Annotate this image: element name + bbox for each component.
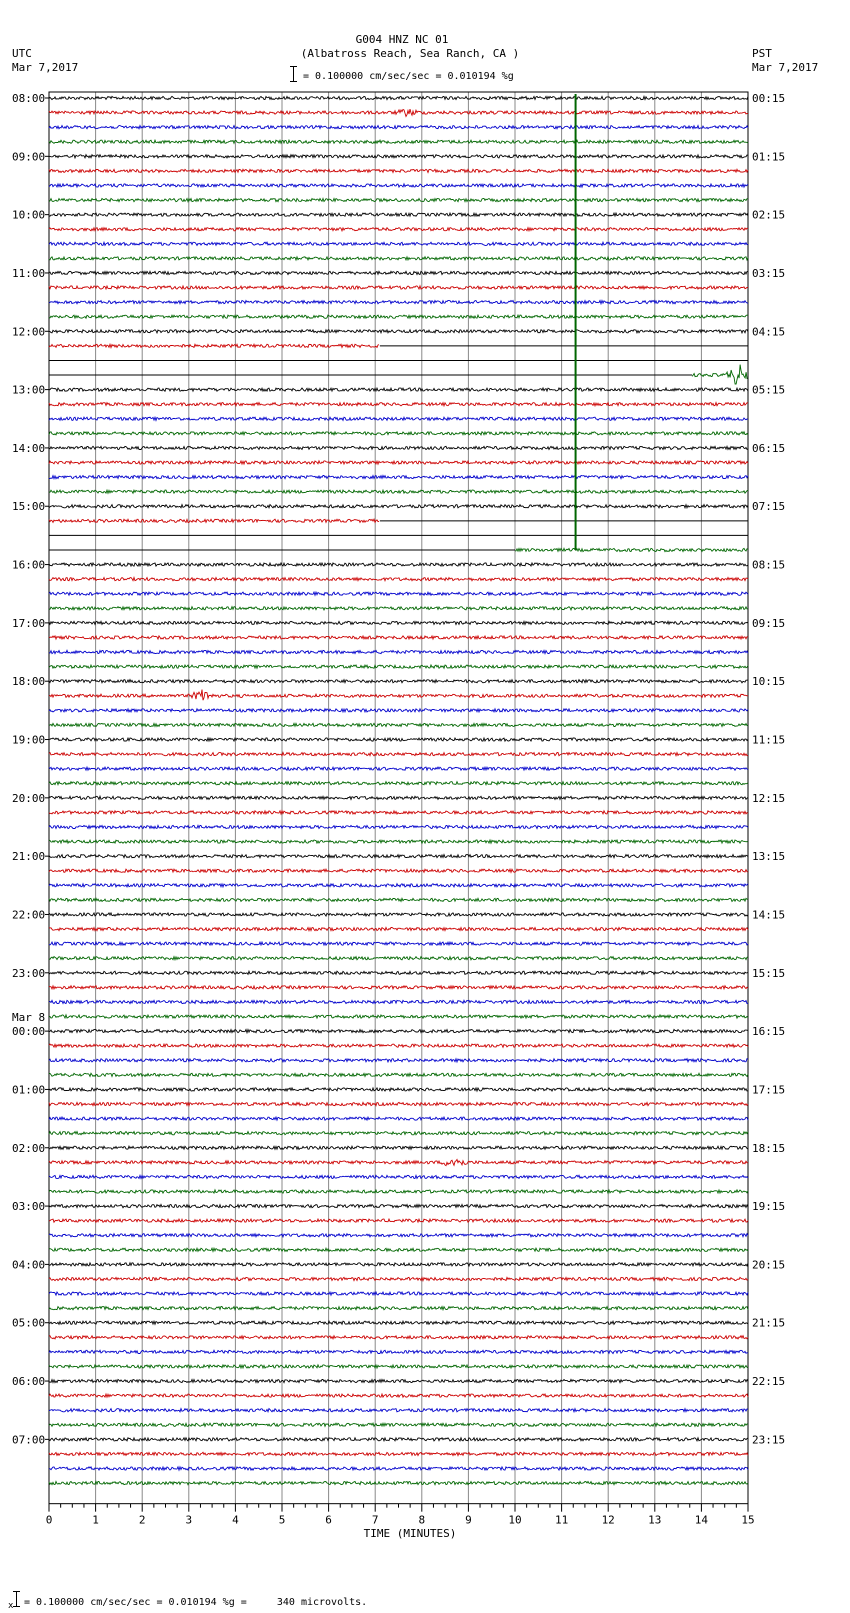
trace-line bbox=[49, 184, 748, 187]
trace-line bbox=[49, 286, 748, 289]
trace-line bbox=[49, 636, 748, 639]
trace-line bbox=[49, 476, 748, 479]
trace-line bbox=[49, 738, 748, 741]
trace-line bbox=[49, 199, 748, 202]
footer-scale-text: = 0.100000 cm/sec/sec = 0.010194 %g = 340 microvolts. bbox=[24, 1597, 368, 1608]
trace-line bbox=[49, 796, 748, 799]
trace-line bbox=[49, 607, 748, 610]
right-hour-label: 20:15 bbox=[752, 1258, 786, 1272]
trace-line bbox=[49, 461, 748, 464]
right-hour-label: 01:15 bbox=[752, 150, 786, 164]
trace-line bbox=[49, 957, 748, 960]
trace-line bbox=[49, 563, 748, 566]
trace-line bbox=[49, 1190, 748, 1193]
trace-line bbox=[49, 257, 748, 260]
right-hour-label: 02:15 bbox=[752, 208, 786, 222]
trace-line bbox=[49, 1248, 748, 1251]
right-hour-label: 07:15 bbox=[752, 500, 786, 514]
trace-line bbox=[49, 1102, 748, 1105]
right-hour-label: 18:15 bbox=[752, 1141, 786, 1155]
x-tick-label: 14 bbox=[694, 1513, 709, 1527]
left-hour-label: 04:00 bbox=[12, 1258, 46, 1272]
trace-line bbox=[49, 228, 748, 231]
left-hour-label: 06:00 bbox=[12, 1375, 46, 1389]
left-hour-label: 20:00 bbox=[12, 791, 46, 805]
trace-line bbox=[49, 140, 748, 143]
left-hour-label: 02:00 bbox=[12, 1141, 46, 1155]
trace-line bbox=[49, 650, 748, 653]
trace-line bbox=[49, 1482, 748, 1485]
right-hour-label: 17:15 bbox=[752, 1083, 786, 1097]
trace-line bbox=[49, 1452, 748, 1455]
right-hour-label: 19:15 bbox=[752, 1200, 786, 1214]
left-hour-label: 13:00 bbox=[12, 383, 46, 397]
trace-line bbox=[49, 1467, 748, 1470]
trace-line bbox=[49, 96, 748, 99]
trace-line bbox=[692, 365, 747, 384]
left-hour-label: 14:00 bbox=[12, 441, 46, 455]
right-hour-label: 10:15 bbox=[752, 675, 786, 689]
station-name: (Albatross Reach, Sea Ranch, CA ) bbox=[300, 47, 520, 60]
left-hour-label: 22:00 bbox=[12, 908, 46, 922]
right-hour-label: 06:15 bbox=[752, 441, 786, 455]
x-tick-label: 8 bbox=[418, 1513, 426, 1527]
footer-scale-icon: x bbox=[8, 1591, 20, 1607]
trace-line bbox=[49, 782, 748, 785]
left-hour-label: 11:00 bbox=[12, 266, 46, 280]
trace-line bbox=[49, 811, 748, 814]
trace-line bbox=[49, 417, 748, 420]
right-hour-label: 14:15 bbox=[752, 908, 786, 922]
x-tick-label: 1 bbox=[92, 1513, 99, 1527]
trace-line bbox=[49, 1350, 748, 1353]
trace-line bbox=[49, 432, 748, 435]
trace-line bbox=[49, 1336, 748, 1339]
trace-line bbox=[49, 126, 748, 129]
trace-line bbox=[49, 825, 748, 828]
trace-line bbox=[49, 271, 748, 274]
trace-line bbox=[49, 1205, 748, 1208]
trace-line bbox=[49, 1219, 748, 1222]
left-hour-label: 01:00 bbox=[12, 1083, 46, 1097]
right-hour-label: 03:15 bbox=[752, 266, 786, 280]
trace-line bbox=[49, 1365, 748, 1368]
right-hour-label: 00:15 bbox=[752, 92, 786, 105]
right-date: Mar 7,2017 bbox=[752, 61, 819, 74]
right-hour-label: 04:15 bbox=[752, 325, 786, 339]
x-tick-label: 7 bbox=[371, 1513, 379, 1527]
trace-line bbox=[49, 1234, 748, 1237]
trace-line bbox=[49, 519, 379, 522]
right-hour-label: 12:15 bbox=[752, 791, 786, 805]
trace-line bbox=[49, 869, 748, 872]
trace-line bbox=[49, 1015, 748, 1018]
left-hour-label: 21:00 bbox=[12, 850, 46, 864]
right-hour-label: 21:15 bbox=[752, 1316, 786, 1330]
right-hour-label: 11:15 bbox=[752, 733, 786, 747]
trace-line bbox=[49, 1132, 748, 1135]
right-hour-label: 09:15 bbox=[752, 616, 786, 630]
trace-line bbox=[49, 1160, 748, 1166]
right-hour-label: 05:15 bbox=[752, 383, 786, 397]
left-date: Mar 7,2017 bbox=[12, 61, 79, 74]
trace-line bbox=[49, 971, 748, 974]
trace-line bbox=[49, 1292, 748, 1295]
trace-line bbox=[49, 155, 748, 158]
trace-line bbox=[49, 723, 748, 726]
left-hour-label: 19:00 bbox=[12, 733, 46, 747]
trace-line bbox=[49, 1044, 748, 1047]
left-hour-label: 17:00 bbox=[12, 616, 46, 630]
trace-line bbox=[49, 1000, 748, 1003]
trace-line bbox=[49, 928, 748, 931]
left-hour-label: 16:00 bbox=[12, 558, 46, 572]
x-tick-label: 13 bbox=[648, 1513, 662, 1527]
left-hour-label: 23:00 bbox=[12, 966, 46, 980]
trace-line bbox=[49, 242, 748, 245]
trace-line bbox=[49, 578, 748, 581]
right-hour-label: 15:15 bbox=[752, 966, 786, 980]
chart-title: G004 HNZ NC 01 bbox=[355, 33, 449, 46]
left-hour-label: 10:00 bbox=[12, 208, 46, 222]
left-hour-label: 12:00 bbox=[12, 325, 46, 339]
trace-line bbox=[49, 665, 748, 668]
left-timezone: UTC bbox=[12, 47, 32, 60]
trace-line bbox=[49, 942, 748, 945]
trace-line bbox=[49, 680, 748, 683]
left-hour-label: 18:00 bbox=[12, 675, 46, 689]
x-tick-label: 10 bbox=[508, 1513, 522, 1527]
trace-line bbox=[49, 1277, 748, 1280]
trace-group bbox=[49, 94, 748, 1485]
trace-line bbox=[49, 330, 748, 333]
x-tick-label: 5 bbox=[278, 1513, 286, 1527]
x-tick-label: 2 bbox=[138, 1513, 146, 1527]
trace-line bbox=[49, 403, 748, 406]
trace-line bbox=[49, 753, 748, 756]
left-hour-label: 15:00 bbox=[12, 500, 46, 514]
trace-line bbox=[49, 1117, 748, 1120]
right-hour-label: 23:15 bbox=[752, 1433, 786, 1447]
trace-line bbox=[49, 1321, 748, 1324]
trace-line bbox=[49, 592, 748, 595]
trace-line bbox=[49, 1088, 748, 1091]
right-hour-label: 13:15 bbox=[752, 850, 786, 864]
trace-line bbox=[515, 548, 748, 551]
trace-line bbox=[49, 109, 748, 116]
trace-line bbox=[49, 1175, 748, 1178]
trace-line bbox=[49, 884, 748, 887]
left-hour-label: 07:00 bbox=[12, 1433, 46, 1447]
trace-line bbox=[49, 709, 748, 712]
trace-line bbox=[49, 913, 748, 916]
trace-line bbox=[49, 315, 748, 318]
x-tick-label: 3 bbox=[185, 1513, 193, 1527]
left-hour-label: 05:00 bbox=[12, 1316, 46, 1330]
x-tick-label: 6 bbox=[325, 1513, 332, 1527]
trace-line bbox=[49, 767, 748, 770]
trace-line bbox=[49, 213, 748, 216]
trace-line bbox=[49, 1394, 748, 1397]
left-hour-label: 00:00 bbox=[12, 1025, 46, 1039]
right-hour-label: 08:15 bbox=[752, 558, 786, 572]
trace-line bbox=[49, 1146, 748, 1149]
left-hour-label: 08:00 bbox=[12, 92, 46, 105]
trace-line bbox=[49, 1059, 748, 1062]
trace-line bbox=[49, 505, 748, 508]
trace-line bbox=[49, 1438, 748, 1441]
scale-text: = 0.100000 cm/sec/sec = 0.010194 %g bbox=[303, 71, 514, 82]
trace-line bbox=[49, 986, 748, 989]
trace-line bbox=[49, 1073, 748, 1076]
trace-line bbox=[49, 1423, 748, 1426]
right-hour-label: 22:15 bbox=[752, 1375, 786, 1389]
trace-line bbox=[49, 898, 748, 901]
trace-line bbox=[49, 1409, 748, 1412]
trace-line bbox=[49, 1263, 748, 1266]
trace-line bbox=[49, 621, 748, 624]
date-change-label: Mar 8 bbox=[12, 1011, 46, 1025]
x-tick-label: 0 bbox=[45, 1513, 53, 1527]
x-axis-label: TIME (MINUTES) bbox=[363, 1527, 457, 1540]
trace-line bbox=[49, 301, 748, 304]
left-hour-label: 03:00 bbox=[12, 1200, 46, 1214]
trace-line bbox=[49, 169, 748, 172]
trace-line bbox=[49, 855, 748, 858]
trace-line bbox=[49, 1307, 748, 1310]
trace-line bbox=[49, 1379, 748, 1382]
trace-line bbox=[49, 344, 379, 347]
trace-line bbox=[49, 1030, 748, 1033]
trace-line bbox=[49, 490, 748, 493]
trace-line bbox=[49, 388, 748, 391]
right-hour-label: 16:15 bbox=[752, 1025, 786, 1039]
trace-line bbox=[49, 446, 748, 449]
time-axis bbox=[46, 1504, 755, 1527]
x-tick-label: 12 bbox=[601, 1513, 615, 1527]
left-hour-label: 09:00 bbox=[12, 150, 46, 164]
x-tick-label: 9 bbox=[465, 1513, 472, 1527]
trace-line bbox=[49, 690, 748, 701]
x-tick-label: 15 bbox=[741, 1513, 755, 1527]
trace-line bbox=[49, 840, 748, 843]
x-tick-label: 11 bbox=[554, 1513, 569, 1527]
x-tick-label: 4 bbox=[232, 1513, 239, 1527]
right-timezone: PST bbox=[752, 47, 772, 60]
